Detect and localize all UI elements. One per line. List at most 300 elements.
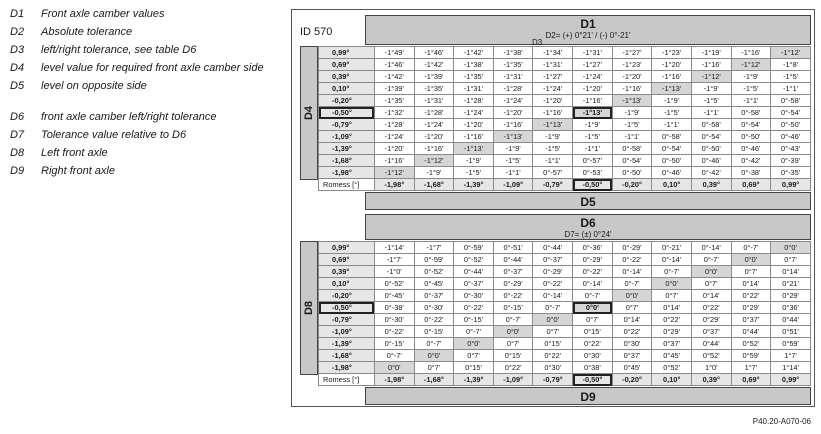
table-cell: 0°-14': [691, 242, 731, 254]
table-cell: 0°-37': [414, 290, 454, 302]
table-cell: 0°-58': [652, 131, 692, 143]
table1-title: D1: [580, 17, 596, 31]
row-label: -0,79°: [319, 314, 375, 326]
table-cell: -1°20': [652, 59, 692, 71]
table-cell: 0°-57': [533, 167, 573, 179]
table-cell: -1°31': [493, 71, 533, 83]
legend-code: D3: [10, 44, 25, 56]
table-cell: -1°1': [691, 107, 731, 119]
romess-cell: -1,68°: [414, 179, 454, 191]
table-cell: 0°0': [691, 266, 731, 278]
table-cell: 0°29': [731, 302, 771, 314]
table-row: [319, 131, 811, 143]
table-cell: -1°12': [771, 47, 811, 59]
table-cell: -1°12': [691, 71, 731, 83]
legend-code: D8: [10, 146, 25, 159]
table-cell: -1°16': [414, 143, 454, 155]
table-cell: 0°14': [612, 314, 652, 326]
table-cell: -1°16': [612, 83, 652, 95]
table-cell: -1°16': [533, 107, 573, 119]
table-cell: 0°-57': [573, 155, 613, 167]
table-cell: -1°31': [533, 59, 573, 71]
legend-code: D2: [10, 26, 25, 38]
table-cell: -1°14': [374, 242, 414, 254]
table-cell: 0°-44': [493, 254, 533, 266]
table-cell: 0°-22': [573, 266, 613, 278]
table-row: [319, 119, 811, 131]
table-cell: 0°-58': [731, 107, 771, 119]
table-cell: -1°35': [454, 71, 494, 83]
legend-text: Front axle camber values: [41, 8, 165, 20]
table2-subtitle: D7= (±) 0°24': [564, 230, 612, 239]
table-cell: 0°0': [493, 326, 533, 338]
romess-cell: 0,99°: [771, 179, 811, 191]
table-cell: -1°23': [612, 59, 652, 71]
table-cell: -1°13': [612, 95, 652, 107]
table-cell: 0°-50': [691, 143, 731, 155]
table-row: [319, 362, 811, 374]
table-cell: 0°-45': [374, 290, 414, 302]
table-row: [319, 95, 811, 107]
table-cell: 0°-7': [731, 242, 771, 254]
table-cell: -1°24': [454, 107, 494, 119]
romess-cell: -1,98°: [374, 374, 414, 386]
table-cell: 0°21': [771, 278, 811, 290]
romess-cell: 0,10°: [652, 179, 692, 191]
table-row: [319, 278, 811, 290]
row-label: -1,09°: [319, 131, 375, 143]
table-cell: -1°28': [493, 83, 533, 95]
table-cell: -1°16': [731, 47, 771, 59]
table-cell: 0°-52': [414, 266, 454, 278]
table1-grid: [318, 46, 811, 191]
table-cell: 0°7': [533, 326, 573, 338]
table-cell: -1°13': [454, 143, 494, 155]
table-cell: -1°9': [414, 167, 454, 179]
table-cell: -1°34': [533, 47, 573, 59]
romess-row: [319, 179, 811, 191]
legend-item: [10, 80, 278, 94]
row-label: -1,39°: [319, 143, 375, 155]
row-label: 0,39°: [319, 266, 375, 278]
table-cell: 0°-22': [533, 278, 573, 290]
table-cell: -1°1': [493, 167, 533, 179]
table-row: [319, 107, 811, 119]
romess-cell: -1,98°: [374, 179, 414, 191]
table-cell: 0°22': [493, 362, 533, 374]
row-label: 0,99°: [319, 242, 375, 254]
table-cell: -1°1': [652, 119, 692, 131]
legend-code: D5: [10, 80, 25, 92]
table-cell: -1°0': [374, 266, 414, 278]
table-cell: 0°-37': [533, 254, 573, 266]
legend: [10, 8, 278, 183]
table-cell: -1°35': [414, 83, 454, 95]
table-cell: -1°5': [454, 167, 494, 179]
table2-grid: [318, 241, 811, 386]
table-cell: -1°12': [731, 59, 771, 71]
table-cell: -1°5': [691, 95, 731, 107]
table-cell: 0°37': [612, 350, 652, 362]
table-cell: 0°-15': [493, 302, 533, 314]
table-cell: -1°27': [612, 47, 652, 59]
table-cell: -1°5': [493, 155, 533, 167]
table-cell: 0°38': [573, 362, 613, 374]
table-cell: 0°7': [612, 302, 652, 314]
table-cell: 0°-54': [691, 131, 731, 143]
table-cell: 0°-54': [612, 155, 652, 167]
table-cell: 0°-44': [454, 266, 494, 278]
table-cell: 0°-22': [493, 290, 533, 302]
row-label: -1,68°: [319, 350, 375, 362]
table-cell: 0°-50': [612, 167, 652, 179]
table-cell: -1°32': [374, 107, 414, 119]
table-cell: -1°39': [414, 71, 454, 83]
table-cell: 0°-14': [573, 278, 613, 290]
legend-code: D6: [10, 110, 25, 123]
table2-header: [365, 214, 811, 240]
table-cell: -1°38': [454, 59, 494, 71]
table-cell: 0°-46': [771, 131, 811, 143]
row-label: 0,10°: [319, 278, 375, 290]
table-cell: 0°14': [691, 290, 731, 302]
legend-text: Right front axle: [41, 164, 115, 177]
table-cell: 0°0': [573, 302, 613, 314]
table-cell: 0°52': [731, 338, 771, 350]
table-cell: -1°31': [414, 95, 454, 107]
table-cell: 0°7': [771, 254, 811, 266]
table-cell: 0°59': [771, 338, 811, 350]
romess-cell: 0,10°: [652, 374, 692, 386]
table-cell: 0°-58': [691, 119, 731, 131]
table-cell: 1°14': [771, 362, 811, 374]
table-row: [319, 290, 811, 302]
table-cell: 0°30': [612, 338, 652, 350]
table-cell: -1°16': [454, 131, 494, 143]
table-cell: 0°-53': [573, 167, 613, 179]
table-cell: 0°36': [771, 302, 811, 314]
table-cell: -1°20': [612, 71, 652, 83]
table-cell: 0°51': [771, 326, 811, 338]
table-cell: 0°-52': [374, 278, 414, 290]
table-cell: 0°-46': [652, 167, 692, 179]
table-cell: 0°-42': [731, 155, 771, 167]
table-cell: 0°-38': [374, 302, 414, 314]
table-cell: 0°15': [493, 350, 533, 362]
table-cell: 1°7': [731, 362, 771, 374]
row-label: -0,79°: [319, 119, 375, 131]
legend-code: D9: [10, 164, 25, 177]
legend-item: [10, 62, 278, 76]
legend-item: [10, 111, 278, 125]
table-cell: 0°-50': [731, 131, 771, 143]
table-cell: -1°28': [414, 107, 454, 119]
romess-cell: 0,69°: [731, 374, 771, 386]
table-cell: -1°16': [374, 155, 414, 167]
table-cell: 0°-30': [454, 290, 494, 302]
legend-code: D4: [10, 62, 25, 74]
table-cell: 0°45': [652, 350, 692, 362]
table-cell: 0°22': [573, 338, 613, 350]
table-row: [319, 314, 811, 326]
legend-code: D1: [10, 8, 25, 20]
table-cell: 0°-15': [374, 338, 414, 350]
table-row: [319, 47, 811, 59]
table-cell: 0°-35': [771, 167, 811, 179]
table-cell: 0°0': [771, 242, 811, 254]
romess-cell: -0,20°: [612, 179, 652, 191]
table-cell: -1°5': [573, 131, 613, 143]
romess-cell: -1,68°: [414, 374, 454, 386]
romess-cell: -0,79°: [533, 374, 573, 386]
table-cell: -1°24': [533, 83, 573, 95]
table-cell: -1°35': [374, 95, 414, 107]
legend-text: level value for required front axle camber side: [41, 62, 264, 74]
table-cell: -1°35': [493, 59, 533, 71]
table-cell: 0°-37': [493, 266, 533, 278]
table-cell: -1°42': [454, 47, 494, 59]
table-row: [319, 326, 811, 338]
table-row: [319, 254, 811, 266]
table-cell: 0°-7': [573, 290, 613, 302]
table-cell: 0°59': [731, 350, 771, 362]
table-cell: 0°-29': [493, 278, 533, 290]
table-cell: 0°-7': [612, 278, 652, 290]
id-label: ID 570: [300, 26, 333, 38]
table-cell: -1°8': [771, 59, 811, 71]
table-cell: 0°44': [731, 326, 771, 338]
table-cell: 0°-36': [573, 242, 613, 254]
table-cell: -1°13': [493, 131, 533, 143]
table-cell: -1°28': [454, 95, 494, 107]
table-cell: 0°-59': [414, 254, 454, 266]
table-cell: -1°9': [533, 131, 573, 143]
table-cell: -1°16': [691, 59, 731, 71]
table-cell: 0°-51': [493, 242, 533, 254]
table1-subtitle: D2= (+) 0°21' / (-) 0°-21': [545, 31, 631, 40]
table-cell: 0°0': [652, 278, 692, 290]
table-cell: 0°-58': [771, 95, 811, 107]
row-label: 0,69°: [319, 59, 375, 71]
legend-item: [10, 44, 278, 58]
table-row: [319, 338, 811, 350]
row-label: -0,20°: [319, 95, 375, 107]
table-cell: 0°37': [652, 338, 692, 350]
table-cell: 0°7': [731, 266, 771, 278]
table-cell: -1°9': [652, 95, 692, 107]
table-cell: 0°-43': [771, 143, 811, 155]
romess-label: Romess [°]: [319, 374, 375, 386]
table-cell: 0°-46': [691, 155, 731, 167]
table-cell: 0°-7': [652, 266, 692, 278]
table-cell: -1°1': [731, 95, 771, 107]
figure-code: P40.20-A070-06: [752, 417, 811, 426]
table-cell: 0°0': [731, 254, 771, 266]
table-row: [319, 302, 811, 314]
table2-title: D6: [580, 216, 596, 230]
table-cell: -1°1': [573, 143, 613, 155]
romess-cell: -1,09°: [493, 179, 533, 191]
table-cell: -1°24': [573, 71, 613, 83]
table-cell: 0°-22': [414, 314, 454, 326]
table-cell: 0°14': [731, 278, 771, 290]
romess-cell: -0,50°: [573, 374, 613, 386]
table-cell: 0°-7': [374, 350, 414, 362]
table-cell: 0°15': [454, 362, 494, 374]
table-cell: -1°20': [374, 143, 414, 155]
table-cell: 0°45': [612, 362, 652, 374]
table-cell: -1°20': [493, 107, 533, 119]
table-cell: 0°-30': [374, 314, 414, 326]
legend-item: [10, 129, 278, 143]
table-cell: 0°7': [414, 362, 454, 374]
table-row: [319, 59, 811, 71]
table-cell: -1°7': [374, 254, 414, 266]
romess-cell: -0,50°: [573, 179, 613, 191]
table-cell: -1°31': [454, 83, 494, 95]
row-label: -1,68°: [319, 155, 375, 167]
table-cell: -1°23': [652, 47, 692, 59]
legend-code: D7: [10, 128, 25, 141]
table-cell: -1°5': [771, 71, 811, 83]
table1-header: [365, 15, 811, 45]
table2-footer: [365, 387, 811, 405]
legend-item: [10, 165, 278, 179]
table-cell: -1°20': [414, 131, 454, 143]
table-cell: -1°9': [691, 83, 731, 95]
row-label: -1,39°: [319, 338, 375, 350]
table-row: [319, 242, 811, 254]
table1-note: D3: [532, 38, 543, 47]
table-cell: 0°-14': [612, 266, 652, 278]
romess-cell: 0,39°: [691, 179, 731, 191]
legend-text: left/right tolerance, see table D6: [41, 44, 197, 56]
table2-side-label: D8: [300, 241, 318, 375]
table-cell: 0°37': [731, 314, 771, 326]
table-cell: 0°-7': [691, 254, 731, 266]
table-cell: 0°-52': [454, 254, 494, 266]
table-cell: 0°30': [533, 362, 573, 374]
table-cell: -1°27': [533, 71, 573, 83]
table-cell: 0°-29': [573, 254, 613, 266]
table-cell: 0°-21': [652, 242, 692, 254]
romess-cell: 0,69°: [731, 179, 771, 191]
table-cell: -1°12': [374, 167, 414, 179]
table-cell: 0°-15': [454, 314, 494, 326]
romess-row: [319, 374, 811, 386]
row-label: -0,20°: [319, 290, 375, 302]
table-cell: 0°-22': [454, 302, 494, 314]
table-cell: -1°5': [533, 143, 573, 155]
table-cell: -1°1': [612, 131, 652, 143]
table-cell: -1°5': [731, 83, 771, 95]
table-cell: 0°14': [652, 302, 692, 314]
table1-side-label: D4: [300, 46, 318, 180]
table-cell: 0°-59': [454, 242, 494, 254]
table-cell: -1°49': [374, 47, 414, 59]
table-cell: 0°-50': [652, 155, 692, 167]
table-cell: 0°0': [612, 290, 652, 302]
romess-cell: -1,09°: [493, 374, 533, 386]
table-cell: 0°-38': [731, 167, 771, 179]
table-cell: 0°-22': [612, 254, 652, 266]
table-cell: 0°-50': [771, 119, 811, 131]
table-cell: 0°22': [533, 350, 573, 362]
table-cell: 0°0': [414, 350, 454, 362]
table-cell: 0°7': [454, 350, 494, 362]
table-cell: 0°15': [573, 326, 613, 338]
table-cell: -1°27': [573, 59, 613, 71]
table-cell: 0°-29': [533, 266, 573, 278]
table-cell: -1°42': [414, 59, 454, 71]
table-row: [319, 266, 811, 278]
table-cell: -1°9': [573, 119, 613, 131]
table-cell: 0°-22': [374, 326, 414, 338]
table-cell: -1°16': [652, 71, 692, 83]
table-cell: 0°-54': [731, 119, 771, 131]
table-cell: 0°-39': [771, 155, 811, 167]
table-cell: 0°29': [771, 290, 811, 302]
romess-cell: -0,20°: [612, 374, 652, 386]
table-cell: 0°-58': [612, 143, 652, 155]
table-cell: -1°13': [533, 119, 573, 131]
table-row: [319, 155, 811, 167]
table-cell: 0°7': [573, 314, 613, 326]
table-cell: -1°16': [573, 95, 613, 107]
romess-label: Romess [°]: [319, 179, 375, 191]
table-cell: -1°20': [573, 83, 613, 95]
table-cell: 0°-14': [533, 290, 573, 302]
row-label: -1,09°: [319, 326, 375, 338]
legend-text: level on opposite side: [41, 80, 147, 92]
table-cell: -1°24': [414, 119, 454, 131]
row-label: 0,10°: [319, 83, 375, 95]
table-cell: -1°13': [573, 107, 613, 119]
romess-cell: 0,39°: [691, 374, 731, 386]
table-cell: 0°0': [533, 314, 573, 326]
table-row: [319, 71, 811, 83]
romess-cell: -1,39°: [454, 179, 494, 191]
table-cell: 0°52': [652, 362, 692, 374]
table-cell: 0°-7': [533, 302, 573, 314]
table-cell: 0°-44': [533, 242, 573, 254]
table-cell: -1°31': [573, 47, 613, 59]
table-cell: 0°44': [771, 314, 811, 326]
table-cell: 0°7': [691, 278, 731, 290]
legend-item: [10, 147, 278, 161]
row-label: 0,69°: [319, 254, 375, 266]
table-cell: 0°15': [533, 338, 573, 350]
legend-item: [10, 8, 278, 22]
table-cell: -1°46': [374, 59, 414, 71]
table-cell: 0°-29': [612, 242, 652, 254]
table-row: [319, 143, 811, 155]
table-cell: 0°-14': [652, 254, 692, 266]
table-row: [319, 167, 811, 179]
row-label: -1,98°: [319, 362, 375, 374]
table-cell: -1°28': [374, 119, 414, 131]
table-cell: -1°5': [612, 119, 652, 131]
table-cell: 0°30': [573, 350, 613, 362]
table-cell: 0°-54': [771, 107, 811, 119]
table1-footer-label: D5: [580, 195, 596, 209]
table-cell: -1°19': [691, 47, 731, 59]
table-cell: 0°7': [652, 290, 692, 302]
table-cell: -1°13': [652, 83, 692, 95]
row-label: -1,98°: [319, 167, 375, 179]
table2-footer-label: D9: [580, 390, 596, 404]
table-cell: -1°24': [374, 131, 414, 143]
